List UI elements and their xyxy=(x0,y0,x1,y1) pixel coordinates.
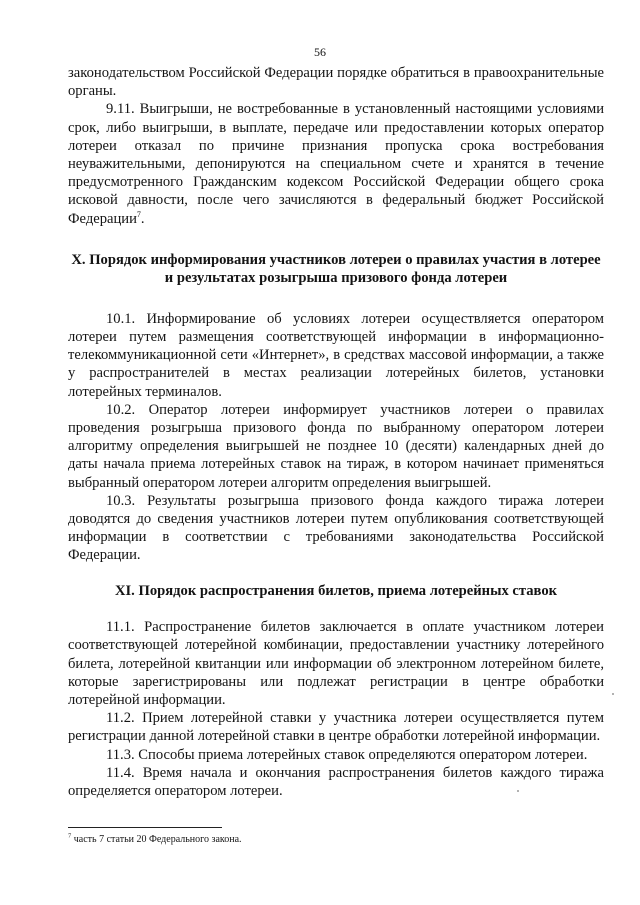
section-10-heading-line2: и результатах розыгрыша призового фонда лотереи xyxy=(164,270,508,287)
footnote-separator xyxy=(68,827,222,828)
section-10-heading xyxy=(68,251,604,288)
paragraph-11-3: 11.3. Способы приема лотерейных ставок определяются оператором лотереи. xyxy=(106,746,588,763)
footnote-text: часть 7 статьи 20 Федерального закона. xyxy=(73,834,242,845)
scan-speck xyxy=(612,693,614,695)
scan-speck xyxy=(517,790,519,792)
section-11-heading: XI. Порядок распространения билетов, приема лотерейных ставок xyxy=(114,582,558,599)
footnote xyxy=(68,834,242,846)
paragraph-intro: законодательством Российской Федерации порядке обратиться в правоохранительные органы. xyxy=(68,65,604,100)
paragraph-9-11-text: 9.11. Выигрыши, не востребованные в установленный настоящими условиями срок, либо выигрыши, в выплате, передаче или предоставлении которых оператор лотереи отказал по причине признания пропуска срока востребования неуважительными, депонируются на специальном счете и хранятся в течение предусмотренного Гражданским кодексом Российской Федерации общего срока исковой давности, после чего зачисляются в федеральный бюджет Российской Федерации xyxy=(68,101,604,227)
paragraph-10-2: 10.2. Оператор лотереи информирует участников лотереи о правилах проведения розыгрыша призового фонда по выбранному оператором лотереи алгоритму определения выигрышей не позднее 10 (десяти) календарных дней до даты начала приема лотерейных ставок на тираж, в котором начинает применяться выбранный оператором лотереи алгоритм определения выигрышей. xyxy=(68,401,604,491)
paragraph-11-2: 11.2. Прием лотерейной ставки у участника лотереи осуществляется путем регистрации данной лотерейной ставки в центре обработки лотерейной информации. xyxy=(68,710,604,745)
section-10-heading-line1: X. Порядок информирования участников лотереи о правилах участия в лотерее xyxy=(71,251,601,268)
document-body xyxy=(68,64,604,800)
paragraph-11-4: 11.4. Время начала и окончания распространения билетов каждого тиража определяется оператором лотереи. xyxy=(68,764,604,799)
paragraph-11-1: 11.1. Распространение билетов заключается в оплате участником лотереи соответствующей лотерейной комбинации, предоставлении участнику лотерейного билета, лотерейной квитанции или информации об электронном лотерейном билете, которые зарегистрированы или подлежат регистрации в центре обработки лотерейной информации. xyxy=(68,619,604,708)
footnote-reference: 7 xyxy=(136,209,141,219)
page-number: 56 xyxy=(314,45,326,59)
paragraph-10-1: 10.1. Информирование об условиях лотереи осуществляется оператором лотереи путем размещения соответствующей информации в информационно-телекоммуникационной сети «Интернет», в средствах массовой информации, а также у распространителей в местах реализации лотерейных билетов, установки лотерейных терминалов. xyxy=(68,310,604,400)
paragraph-10-3: 10.3. Результаты розыгрыша призового фонда каждого тиража лотереи доводятся до сведения участников лотереи путем опубликования соответствующей информации в соответствии с требованиями законодательства Российской Федерации. xyxy=(68,492,604,564)
footnote-marker: 7 xyxy=(68,832,72,840)
paragraph-9-11: 9.11. Выигрыши, не востребованные в установленный настоящими условиями срок, либо выигрыши, в выплате, передаче или предоставлении которых оператор лотереи отказал по причине признания пропуска срока востребования неуважительными, депонируются на специальном счете и хранятся в течение предусмотренного Гражданским кодексом Российской Федерации общего срока исковой давности, после чего зачисляются в федеральный бюджет Российской Федерации$^7$. xyxy=(68,101,604,227)
